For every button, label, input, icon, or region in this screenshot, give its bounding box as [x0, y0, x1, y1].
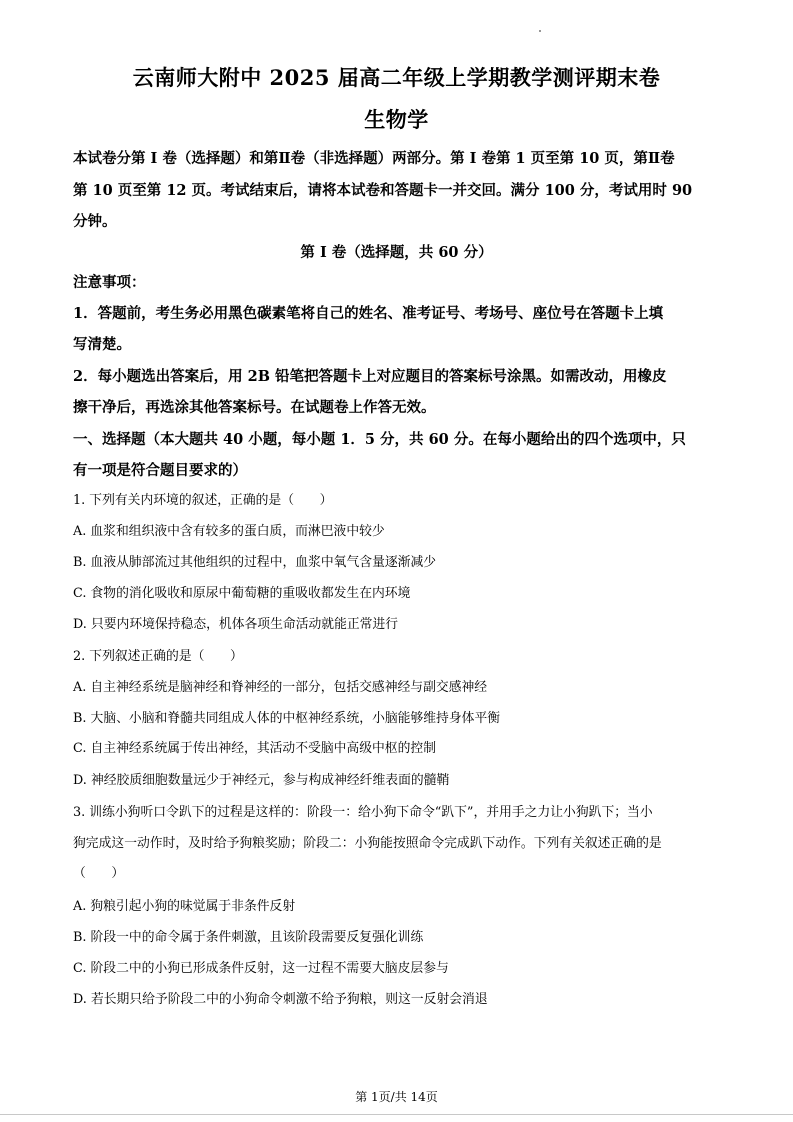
intro-line: 分钟。: [73, 213, 117, 230]
exam-title: 云南师大附中 2025 届高二年级上学期教学测评期末卷: [132, 65, 661, 90]
notice-heading: 注意事项：: [73, 274, 146, 291]
question-stem: 狗完成这一动作时，及时给予狗粮奖励；阶段二：小狗能按照命令完成趴下动作。下列有关叙述正确的是: [73, 836, 662, 851]
question-stem: （ ）: [73, 866, 125, 881]
option-b: B. 大脑、小脑和脊髓共同组成人体的中枢神经系统，小脑能够维持身体平衡: [73, 711, 501, 726]
option-a: A. 血浆和组织液中含有较多的蛋白质，而淋巴液中较少: [73, 524, 385, 539]
notice-line: 擦干净后，再选涂其他答案标号。在试题卷上作答无效。: [73, 399, 436, 416]
part-one-heading: 一、选择题（本大题共 40 小题，每小题 1．5 分，共 60 分。在每小题给出的四个选项中，只: [73, 431, 686, 448]
option-c: C. 阶段二中的小狗已形成条件反射，这一过程不需要大脑皮层参与: [73, 961, 449, 976]
option-a: A. 自主神经系统是脑神经和脊神经的一部分，包括交感神经与副交感神经: [73, 680, 488, 695]
page-footer: 第 1页/共 14页: [355, 1090, 438, 1104]
notice-line: 1．答题前，考生务必用黑色碳素笔将自己的姓名、准考证号、考场号、座位号在答题卡上填: [73, 305, 664, 322]
scan-speck: [539, 30, 541, 32]
option-b: B. 血液从肺部流过其他组织的过程中，血浆中氧气含量逐渐减少: [73, 555, 437, 570]
option-c: C. 自主神经系统属于传出神经，其活动不受脑中高级中枢的控制: [73, 741, 436, 756]
option-a: A. 狗粮引起小狗的味觉属于非条件反射: [73, 899, 296, 914]
option-d: D. 只要内环境保持稳态，机体各项生命活动就能正常进行: [73, 617, 399, 632]
subject-title: 生物学: [364, 107, 429, 132]
question-stem: 3. 训练小狗听口令趴下的过程是这样的：阶段一：给小狗下命令“趴下”，并用手之力让小狗趴下；当小: [73, 805, 653, 820]
notice-line: 2．每小题选出答案后，用 2B 铅笔把答题卡上对应题目的答案标号涂黑。如需改动，用橡皮: [73, 368, 667, 385]
question-stem: 1. 下列有关内环境的叙述，正确的是（ ）: [73, 493, 333, 508]
option-d: D. 若长期只给予阶段二中的小狗命令刺激不给予狗粮，则这一反射会消退: [73, 992, 488, 1007]
intro-line: 第 10 页至第 12 页。考试结束后，请将本试卷和答题卡一并交回。满分 100 分，考试用时 90: [73, 182, 693, 199]
part-one-heading: 有一项是符合题目要求的）: [73, 462, 247, 479]
intro-line: 本试卷分第 I 卷（选择题）和第Ⅱ卷（非选择题）两部分。第 I 卷第 1 页至第 10 页，第Ⅱ卷: [73, 150, 675, 167]
footer-divider: [0, 1114, 793, 1115]
option-d: D. 神经胶质细胞数量远少于神经元，参与构成神经纤维表面的髓鞘: [73, 773, 450, 788]
option-c: C. 食物的消化吸收和原尿中葡萄糖的重吸收都发生在内环境: [73, 586, 411, 601]
question-stem: 2. 下列叙述正确的是（ ）: [73, 649, 243, 664]
section-title: 第 I 卷（选择题，共 60 分）: [300, 244, 493, 261]
notice-line: 写清楚。: [73, 336, 131, 353]
option-b: B. 阶段一中的命令属于条件刺激，且该阶段需要反复强化训练: [73, 930, 424, 945]
